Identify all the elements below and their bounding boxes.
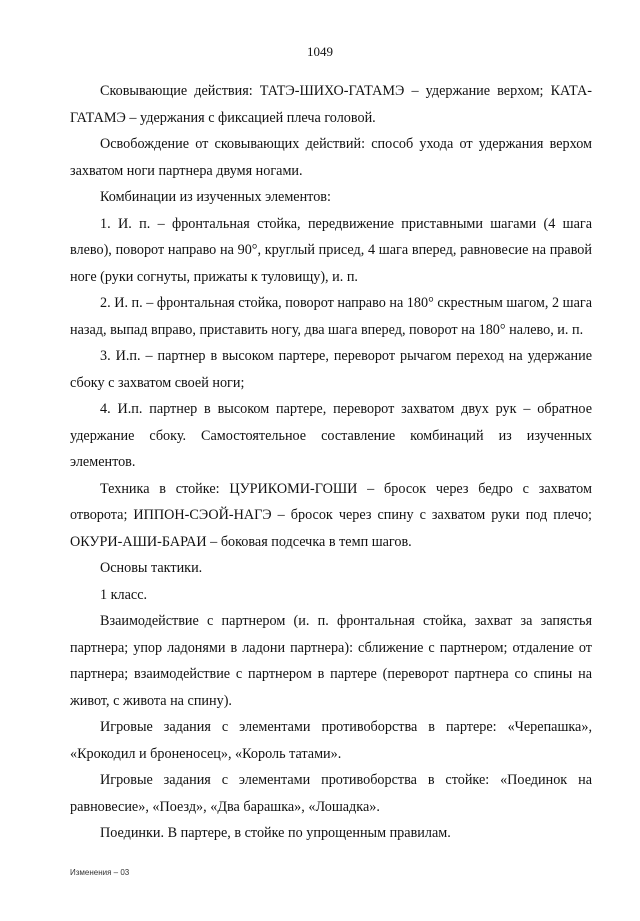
paragraph-partner-interaction: Взаимодействие с партнером (и. п. фронтальная стойка, захват за запястья партнера; упор ладонями в ладони партнера): сближение с партнером; отдаление от партнера; взаимодействие с партнером в партере (переворот партнера со спины на живот, с живота на спину). bbox=[70, 613, 592, 709]
paragraph-bouts: Поединки. В партере, в стойке по упрощенным правилам. bbox=[100, 825, 451, 841]
paragraph-standing-technique: Техника в стойке: ЦУРИКОМИ-ГОШИ – бросок через бедро с захватом отворота; ИППОН-СЭОЙ-НАГЭ – бросок через спину с захватом руки под плечо; ОКУРИ-АШИ-БАРАИ – боковая подсечка в темп шагов. bbox=[70, 480, 592, 550]
document-body bbox=[70, 78, 592, 847]
paragraph-combination-4: 4. И.п. партнер в высоком партере, переворот захватом двух рук – обратное удержание сбоку. Самостоятельное составление комбинаций из изученных элементов. bbox=[70, 401, 592, 470]
page-number: 1049 bbox=[307, 44, 333, 59]
paragraph-standing-games: Игровые задания с элементами противоборства в стойке: «Поединок на равновесие», «Поезд», «Два барашка», «Лошадка». bbox=[70, 772, 592, 815]
paragraph-tactics-heading: Основы тактики. bbox=[100, 560, 203, 576]
paragraph-combinations-heading: Комбинации из изученных элементов: bbox=[100, 189, 331, 205]
paragraph-release: Освобождение от сковывающих действий: способ ухода от удержания верхом захватом ноги партнера двумя ногами. bbox=[70, 136, 592, 179]
paragraph-binding-actions: Сковывающие действия: ТАТЭ-ШИХО-ГАТАМЭ – удержание верхом; КАТА-ГАТАМЭ – удержания с фиксацией плеча головой. bbox=[70, 83, 592, 126]
paragraph-ground-games: Игровые задания с элементами противоборства в партере: «Черепашка», «Крокодил и броненосец», «Король татами». bbox=[70, 719, 592, 762]
paragraph-combination-3: 3. И.п. – партнер в высоком партере, переворот рычагом переход на удержание сбоку с захватом своей ноги; bbox=[70, 348, 592, 391]
paragraph-class-heading: 1 класс. bbox=[100, 586, 148, 603]
paragraph-combination-2: 2. И. п. – фронтальная стойка, поворот направо на 180° скрестным шагом, 2 шага назад, выпад вправо, приставить ногу, два шага вперед, поворот на 180° налево, и. п. bbox=[70, 295, 592, 338]
paragraph-combination-1: 1. И. п. – фронтальная стойка, передвижение приставными шагами (4 шага влево), поворот направо на 90°, круглый присед, 4 шага вперед, равновесие на правой ноге (руки согнуты, прижаты к туловищу), и. п. bbox=[70, 215, 592, 285]
footer-revision: Изменения – 03 bbox=[70, 868, 130, 877]
